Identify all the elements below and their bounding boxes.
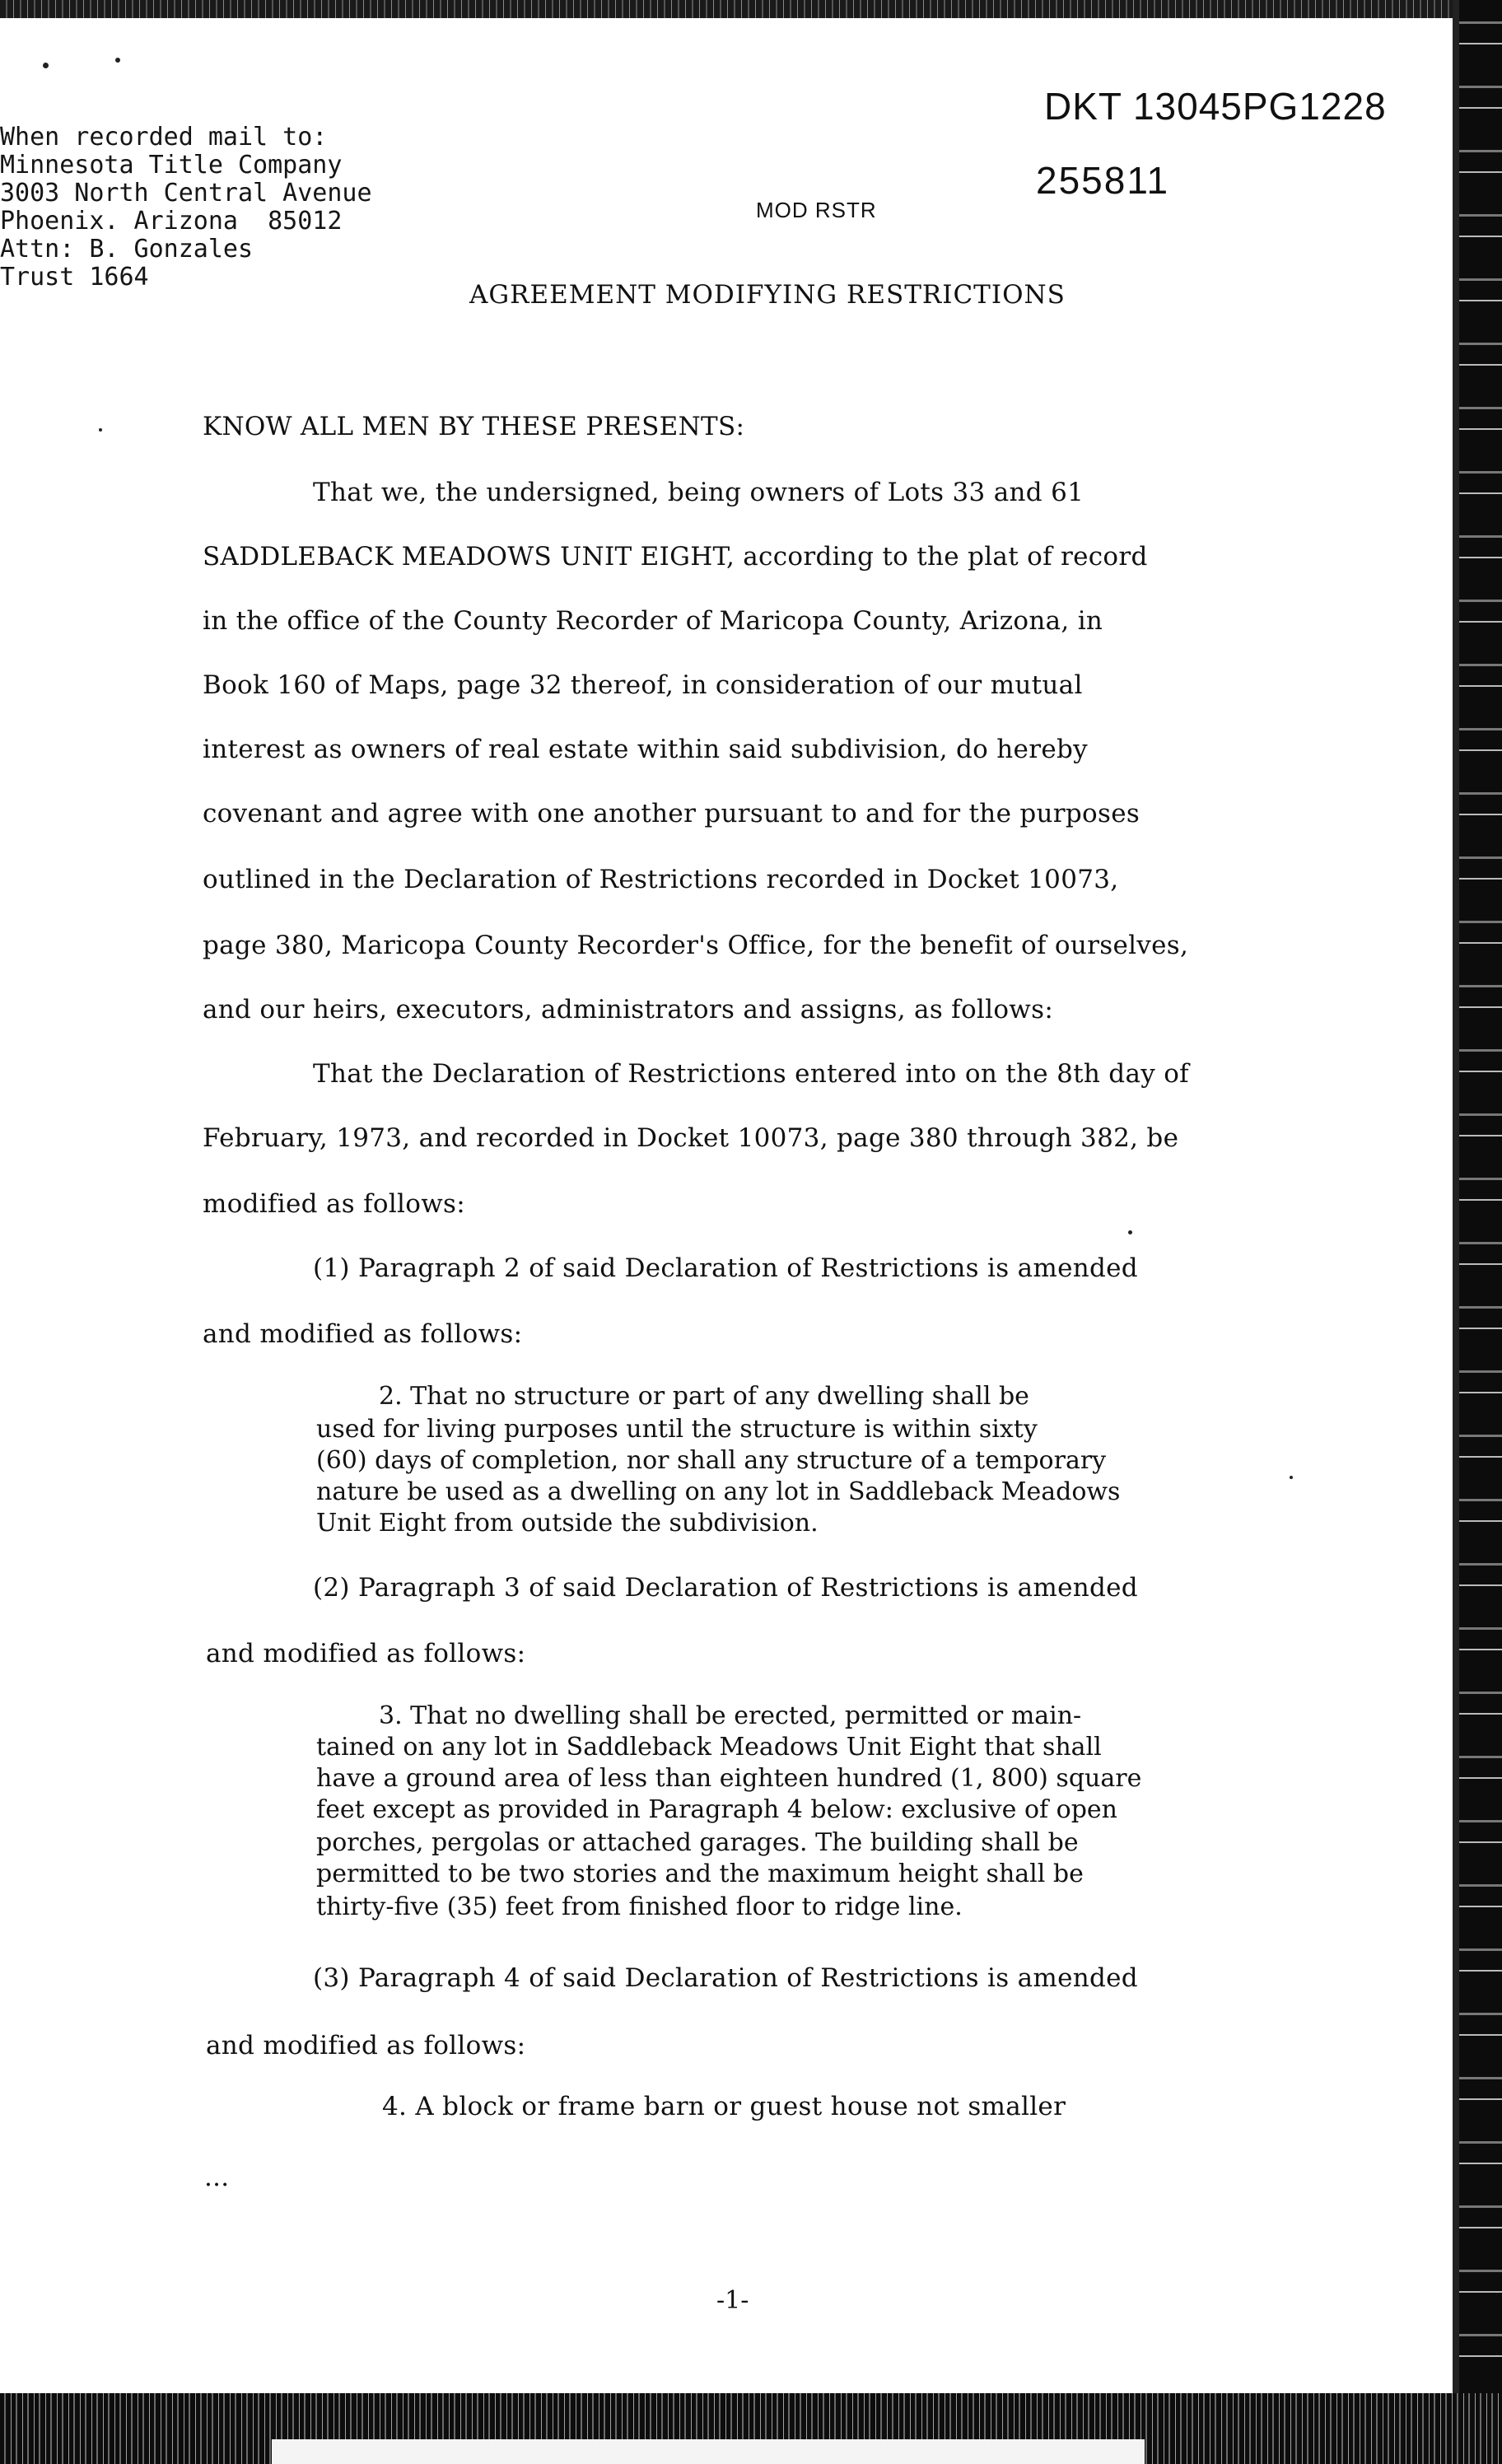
mail-line: 3003 North Central Avenue: [0, 179, 372, 208]
body-line: modified as follows:: [203, 1189, 466, 1219]
body-line: and modified as follows:: [203, 1319, 523, 1349]
docket-page-stamp: DKT 13045PG1228: [1044, 85, 1387, 128]
paragraph-2-line: nature be used as a dwelling on any lot in Saddleback Meadows: [316, 1477, 1121, 1506]
paragraph-2-line: (60) days of completion, nor shall any structure of a temporary: [316, 1446, 1107, 1475]
body-line: covenant and agree with one another pursuant to and for the purposes: [203, 799, 1140, 828]
paragraph-3-line: tained on any lot in Saddleback Meadows Unit Eight that shall: [316, 1733, 1102, 1762]
mail-line: When recorded mail to:: [0, 123, 328, 152]
paragraph-3-line: have a ground area of less than eighteen hundred (1, 800) square: [316, 1764, 1142, 1793]
paragraph-4-line: 4. A block or frame barn or guest house not smaller: [382, 2092, 1066, 2121]
amendment-line: (2) Paragraph 3 of said Declaration of Restrictions is amended: [313, 1573, 1138, 1603]
body-line: page 380, Maricopa County Recorder's Office, for the benefit of ourselves,: [203, 931, 1189, 960]
mail-line: Minnesota Title Company: [0, 151, 343, 180]
intro-line: KNOW ALL MEN BY THESE PRESENTS:: [203, 412, 745, 441]
paragraph-2-line: used for living purposes until the structure is within sixty: [316, 1415, 1038, 1444]
mail-to-block: [0, 124, 372, 292]
scan-edge-line: [1453, 0, 1459, 2464]
scan-speck: [43, 63, 49, 68]
amendment-line: and modified as follows:: [206, 2031, 526, 2060]
mail-line: Attn: B. Gonzales: [0, 235, 254, 264]
scan-speck: [1290, 1476, 1293, 1479]
body-line: SADDLEBACK MEADOWS UNIT EIGHT, according to the plat of record: [203, 542, 1148, 572]
scan-speck: [115, 58, 120, 63]
scan-speck: [1128, 1230, 1132, 1234]
body-line: February, 1973, and recorded in Docket 10073, page 380 through 382, be: [203, 1123, 1179, 1153]
amendment-line: (3) Paragraph 4 of said Declaration of Restrictions is amended: [313, 1963, 1138, 1993]
body-line: and our heirs, executors, administrators and assigns, as follows:: [203, 995, 1054, 1024]
paragraph-3-line: 3. That no dwelling shall be erected, permitted or main-: [379, 1701, 1082, 1730]
body-line: Book 160 of Maps, page 32 thereof, in consideration of our mutual: [203, 670, 1083, 700]
body-line: outlined in the Declaration of Restrictions recorded in Docket 10073,: [203, 865, 1119, 894]
page-number: -1-: [716, 2286, 749, 2315]
paragraph-2-line: 2. That no structure or part of any dwelling shall be: [379, 1382, 1029, 1411]
body-line: (1) Paragraph 2 of said Declaration of Restrictions is amended: [313, 1253, 1138, 1283]
scan-edge-gap: [272, 2439, 1145, 2464]
mail-line: Phoenix. Arizona 85012: [0, 207, 343, 236]
paragraph-3-line: thirty-five (35) feet from finished floor to ridge line.: [316, 1892, 963, 1921]
body-line: That the Declaration of Restrictions entered into on the 8th day of: [313, 1059, 1189, 1089]
scan-edge-right: [1459, 0, 1502, 2464]
mail-line: Trust 1664: [0, 263, 149, 292]
amendment-line: and modified as follows:: [206, 1639, 526, 1668]
record-number: 255811: [1036, 159, 1170, 202]
paragraph-3-line: feet except as provided in Paragraph 4 below: exclusive of open: [316, 1795, 1118, 1824]
paragraph-3-line: porches, pergolas or attached garages. The building shall be: [316, 1828, 1079, 1857]
paragraph-2-line: Unit Eight from outside the subdivision.: [316, 1509, 819, 1538]
scan-edge-top: [0, 0, 1502, 18]
document-title: AGREEMENT MODIFYING RESTRICTIONS: [469, 280, 1066, 310]
continuation-ellipsis: ...: [204, 2163, 230, 2192]
body-line: in the office of the County Recorder of Maricopa County, Arizona, in: [203, 606, 1103, 636]
document-type-stamp: MOD RSTR: [756, 198, 877, 222]
body-line: interest as owners of real estate within said subdivision, do hereby: [203, 735, 1088, 764]
scan-speck: [99, 428, 102, 432]
paragraph-3-line: permitted to be two stories and the maximum height shall be: [316, 1860, 1084, 1888]
body-line: That we, the undersigned, being owners of Lots 33 and 61: [313, 478, 1085, 507]
